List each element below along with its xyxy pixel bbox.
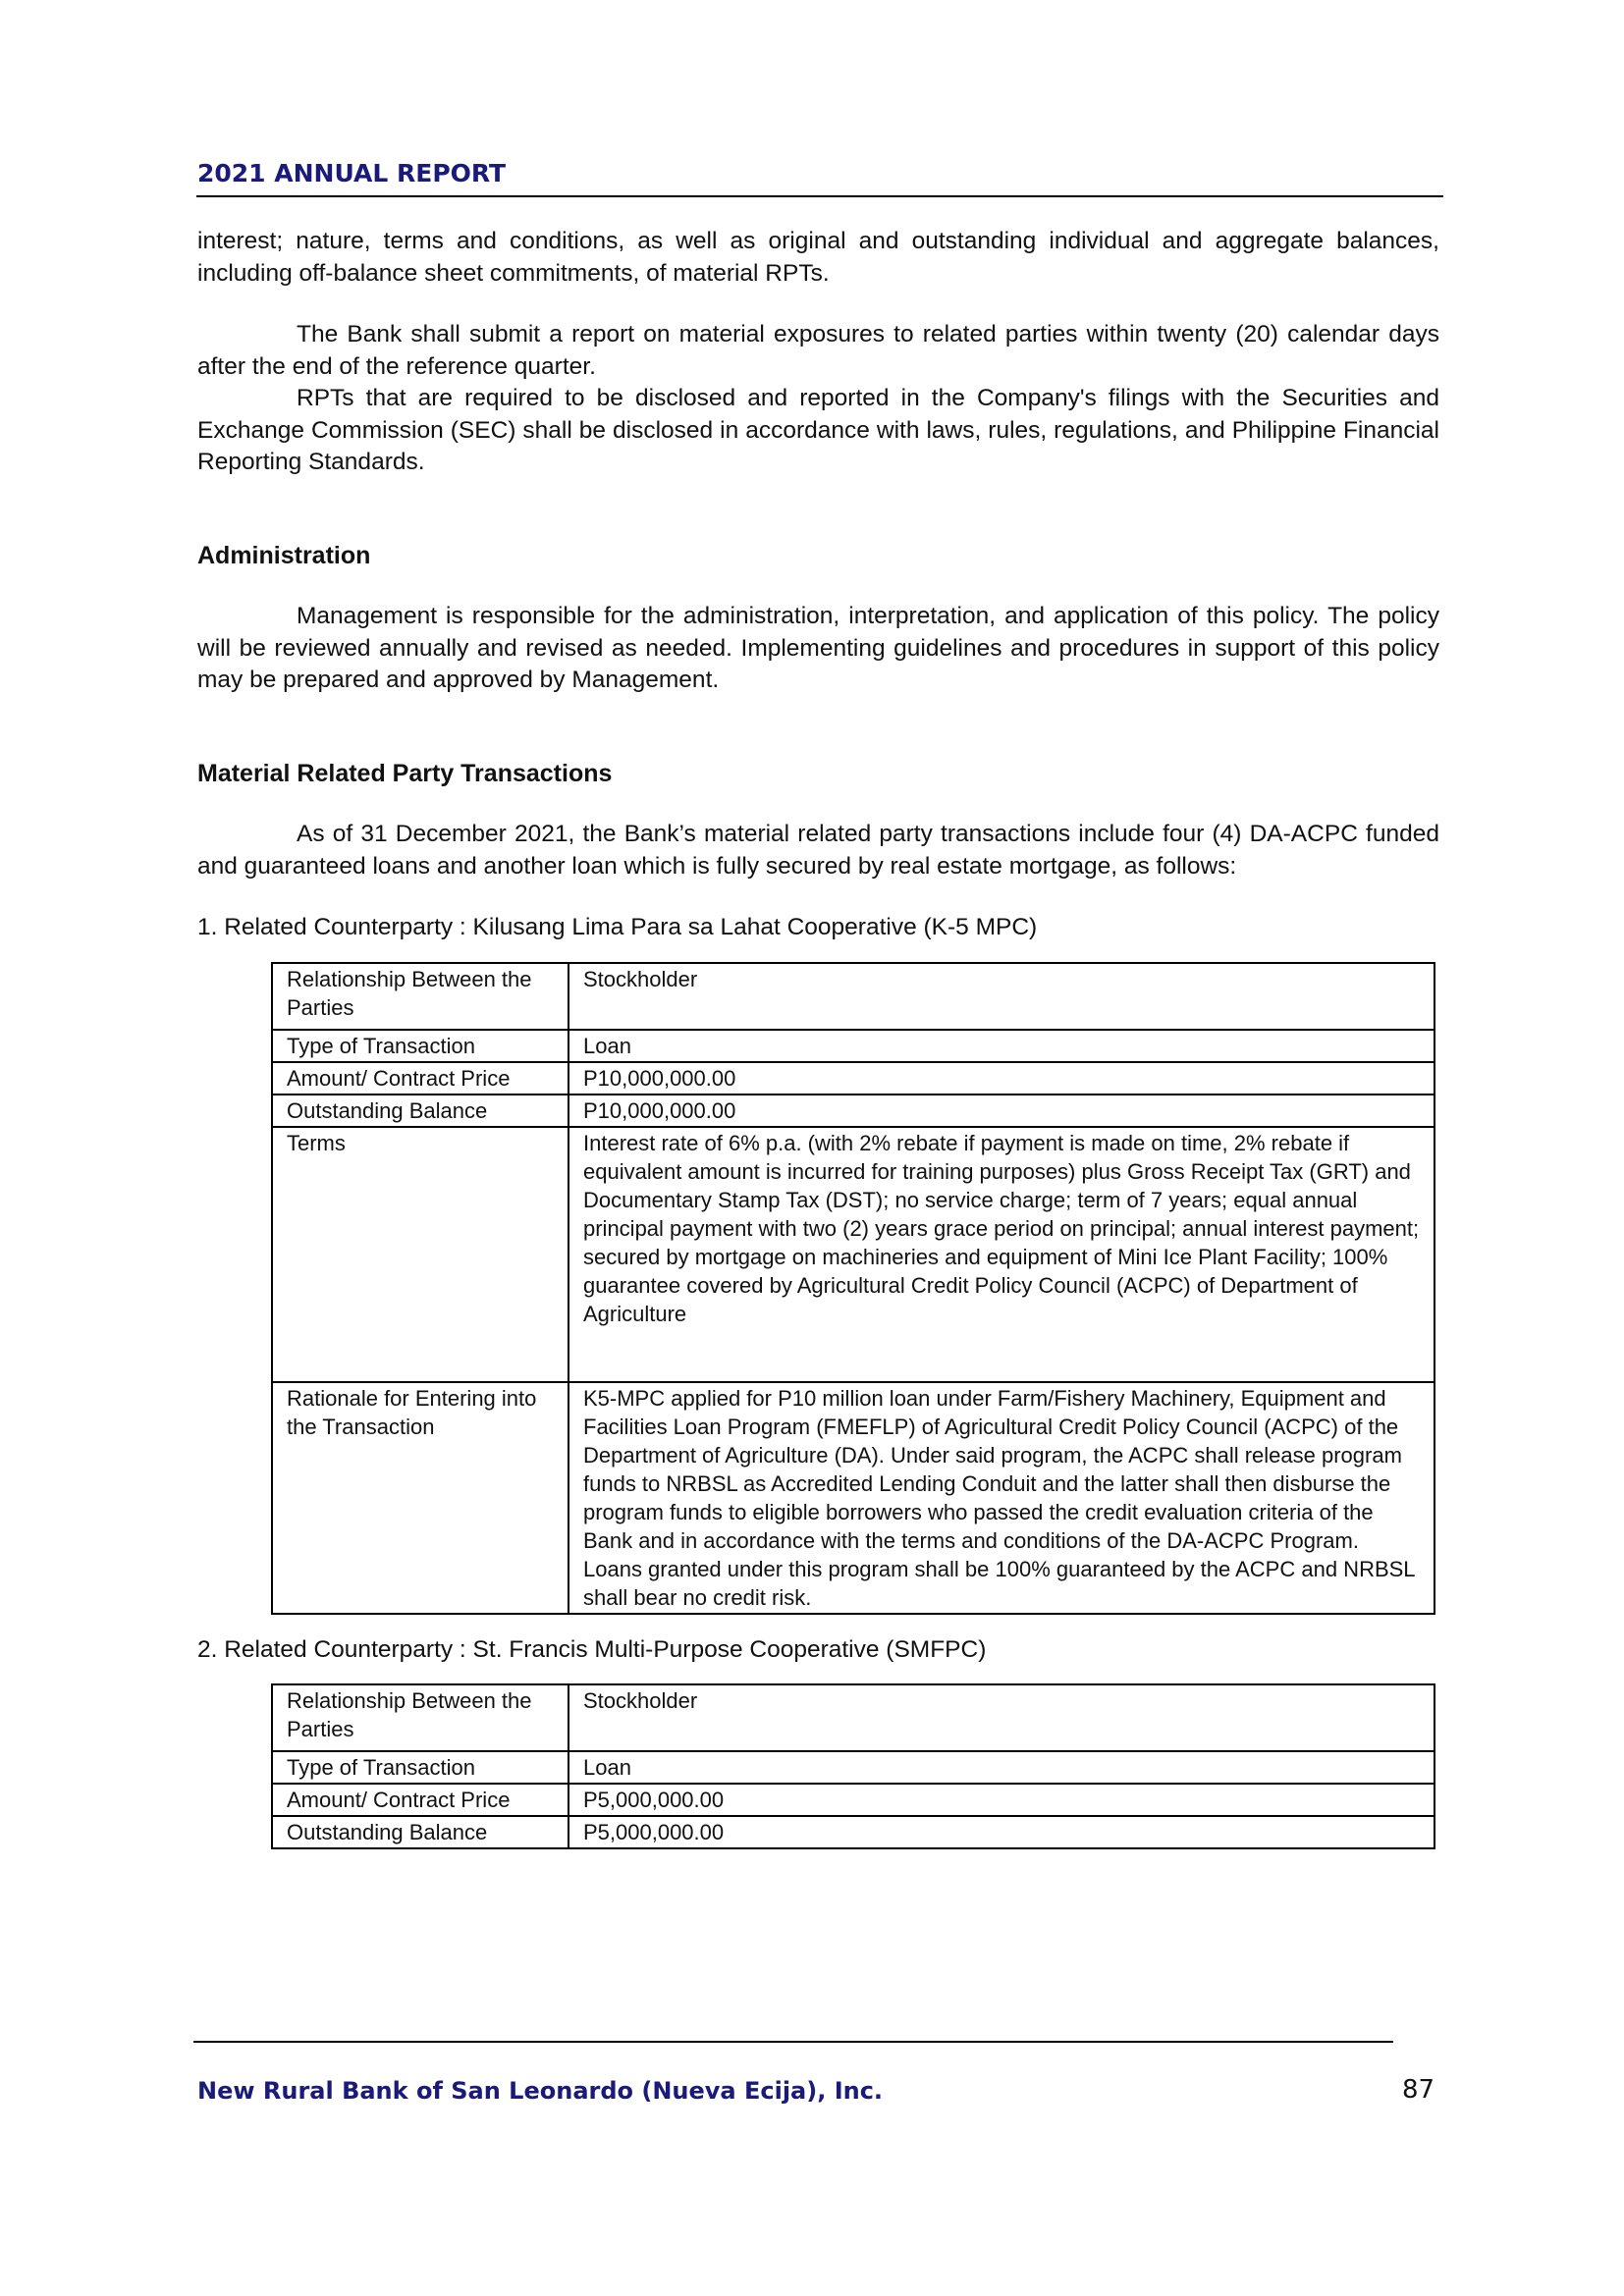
row-label: Amount/ Contract Price	[272, 1062, 568, 1095]
table-row	[272, 1030, 1435, 1062]
paragraph-sec-disclosure: RPTs that are required to be disclosed and reported in the Company's filings with the Securities and Exchange Commission (SEC) shall be disclosed in accordance with laws, rules, regulations, and Philippine Financial Reporting Standards.	[197, 385, 1439, 475]
row-label: Terms	[272, 1127, 568, 1382]
footer-divider	[193, 2041, 1393, 2043]
row-label: Outstanding Balance	[272, 1095, 568, 1127]
counterparty-2-table	[271, 1683, 1435, 1849]
paragraph-report-submission: The Bank shall submit a report on material exposures to related parties within twenty (20) calendar days after the end of the reference quarter.	[197, 321, 1439, 380]
row-value: Interest rate of 6% p.a. (with 2% rebate if payment is made on time, 2% rebate if equivalent amount is incurred for training purposes) plus Gross Receipt Tax (GRT) and Documentary Stamp Tax (DST); no service charge; term of 7 years; equal annual principal payment with two (2) years grace period on principal; annual interest payment; secured by mortgage on machineries and equipment of Mini Ice Plant Facility; 100% guarantee covered by Agricultural Credit Policy Council (ACPC) of Department of Agriculture	[568, 1127, 1435, 1382]
row-label: Relationship Between the Parties	[272, 1684, 568, 1751]
counterparty-2-title: 2. Related Counterparty : St. Francis Multi-Purpose Cooperative (SMFPC)	[197, 1635, 987, 1663]
report-header-title: 2021 ANNUAL REPORT	[197, 159, 507, 187]
paragraph-administration: Management is responsible for the administration, interpretation, and application of this policy. The policy will be reviewed annually and revised as needed. Implementing guidelines and procedures in support of this policy may be prepared and approved by Management.	[197, 603, 1439, 693]
row-value: Loan	[568, 1030, 1435, 1062]
table-row	[272, 1684, 1435, 1751]
table-row	[272, 1816, 1435, 1848]
table-row	[272, 963, 1435, 1030]
page-number: 87	[1402, 2075, 1435, 2105]
row-value: Stockholder	[568, 1684, 1435, 1751]
row-value: Loan	[568, 1751, 1435, 1784]
row-label: Outstanding Balance	[272, 1816, 568, 1848]
counterparty-1-title: 1. Related Counterparty : Kilusang Lima Para sa Lahat Cooperative (K-5 MPC)	[197, 914, 1038, 940]
row-value: P10,000,000.00	[568, 1095, 1435, 1127]
paragraph-material-rpt-intro: As of 31 December 2021, the Bank’s material related party transactions include four (4) DA-ACPC funded and guaranteed loans and another loan which is fully secured by real estate mortgage, as follows:	[197, 821, 1439, 880]
table-row	[272, 1751, 1435, 1784]
table-row	[272, 1382, 1435, 1614]
row-value: P10,000,000.00	[568, 1062, 1435, 1095]
header-divider	[196, 195, 1443, 197]
row-label: Rationale for Entering into the Transaction	[272, 1382, 568, 1614]
page-content	[197, 226, 1439, 1849]
footer-bank-name: New Rural Bank of San Leonardo (Nueva Ecija), Inc.	[197, 2077, 884, 2105]
row-label: Type of Transaction	[272, 1030, 568, 1062]
row-label: Amount/ Contract Price	[272, 1784, 568, 1816]
row-value: Stockholder	[568, 963, 1435, 1030]
table-row	[272, 1095, 1435, 1127]
row-label: Relationship Between the Parties	[272, 963, 568, 1030]
row-value: K5-MPC applied for P10 million loan under Farm/Fishery Machinery, Equipment and Facilities Loan Program (FMEFLP) of Agricultural Credit Policy Council (ACPC) of the Department of Agriculture (DA). Under said program, the ACPC shall release program funds to NRBSL as Accredited Lending Conduit and the latter shall then disburse the program funds to eligible borrowers who passed the credit evaluation criteria of the Bank and in accordance with the terms and conditions of the DA-ACPC Program. Loans granted under this program shall be 100% guaranteed by the ACPC and NRBSL shall bear no credit risk.	[568, 1382, 1435, 1614]
row-value: P5,000,000.00	[568, 1816, 1435, 1848]
row-label: Type of Transaction	[272, 1751, 568, 1784]
table-row	[272, 1062, 1435, 1095]
counterparty-1-table	[271, 962, 1435, 1615]
section-heading-administration: Administration	[197, 541, 371, 569]
table-row	[272, 1784, 1435, 1816]
paragraph-continuation: interest; nature, terms and conditions, as well as original and outstanding individual and aggregate balances, including off-balance sheet commitments, of material RPTs.	[197, 228, 1439, 287]
row-value: P5,000,000.00	[568, 1784, 1435, 1816]
section-heading-material-rpt: Material Related Party Transactions	[197, 759, 613, 787]
table-row	[272, 1127, 1435, 1382]
